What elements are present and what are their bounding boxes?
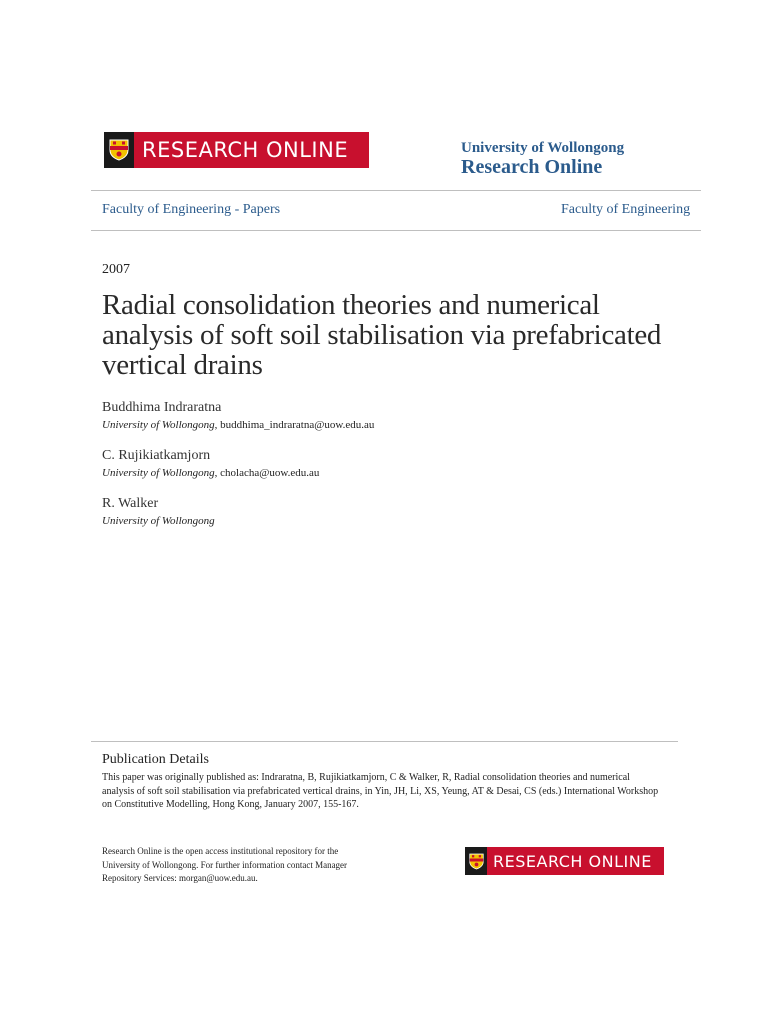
divider (91, 190, 701, 191)
faculty-link[interactable]: Faculty of Engineering (561, 202, 691, 217)
author-institution: University of Wollongong (102, 515, 215, 527)
logo-text: RESEARCH ONLINE (493, 851, 652, 871)
publication-details-text: This paper was originally published as: Indraratna, B, Rujikiatkamjorn, C & Walker, R, Radial consolidation theories and numerical analysis of soft soil stabilisation via prefabricated vertical drains, in Yin, JH, Li, XS, Yeung, AT & Desai, CS (eds.) International Workshop on Constitutive Modelling, Hong Kong, January 2007, 155-167. (102, 772, 659, 810)
logo-text: RESEARCH ONLINE (142, 138, 349, 162)
author-affiliation (102, 515, 215, 527)
author-affiliation (102, 467, 319, 479)
paper-title: Radial consolidation theories and numerical analysis of soft soil stabilisation via prefabricated vertical drains (102, 289, 662, 381)
author-affiliation (102, 419, 374, 431)
author-email[interactable]: , cholacha@uow.edu.au (214, 467, 320, 479)
publication-year: 2007 (102, 262, 130, 277)
author-institution: University of Wollongong (102, 467, 215, 479)
institution-name[interactable]: University of Wollongong (461, 140, 625, 156)
author-name: Buddhima Indraratna (102, 400, 222, 415)
author-name: C. Rujikiatkamjorn (102, 448, 211, 463)
research-online-logo[interactable] (104, 132, 369, 168)
faculty-papers-link[interactable]: Faculty of Engineering - Papers (102, 202, 281, 217)
publication-details-heading: Publication Details (102, 752, 209, 767)
research-online-logo[interactable] (465, 847, 664, 875)
author-institution: University of Wollongong (102, 419, 215, 431)
divider (91, 741, 678, 742)
shield-icon (465, 847, 487, 875)
author-name: R. Walker (102, 496, 159, 511)
footer-text: Research Online is the open access institutional repository for the University of Wollongong. For further information contact Manager Repository Services: morgan@uow.edu.au. (102, 846, 348, 883)
shield-icon (104, 132, 134, 168)
repository-name[interactable]: Research Online (461, 156, 603, 178)
divider (91, 230, 701, 231)
author-email[interactable]: , buddhima_indraratna@uow.edu.au (214, 419, 375, 431)
